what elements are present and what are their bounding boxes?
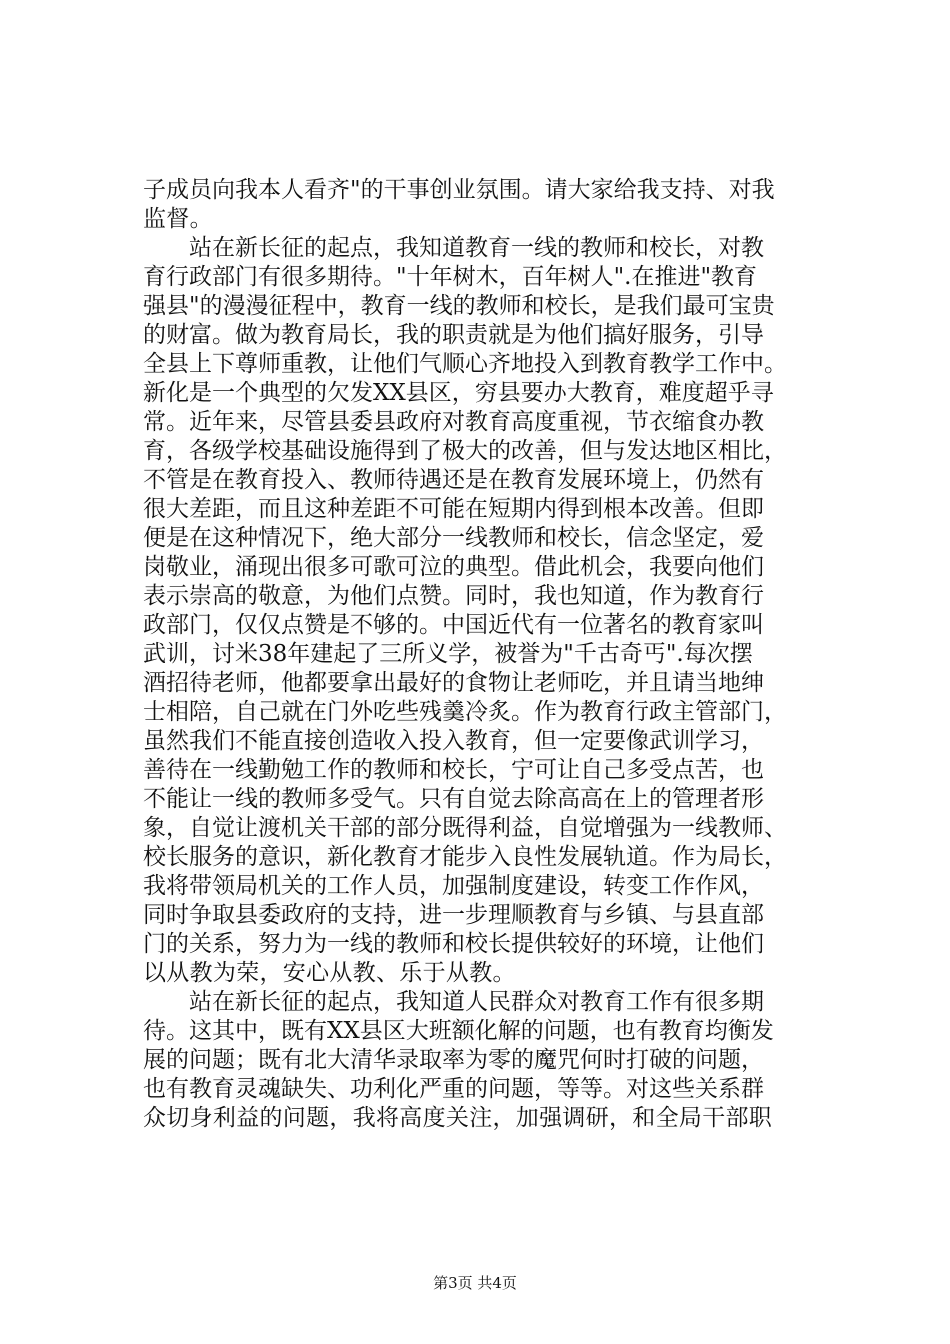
- text-line: 常。近年来，尽管县委县政府对教育高度重视，节衣缩食办教: [143, 409, 764, 435]
- text-line: 的财富。做为教育局长，我的职责就是为他们搞好服务，引导: [143, 322, 764, 348]
- text-line: 站在新长征的起点，我知道人民群众对教育工作有很多期: [143, 989, 764, 1015]
- text-line: 展的问题；既有北大清华录取率为零的魔咒何时打破的问题，: [143, 1047, 764, 1073]
- text-line: 表示崇高的敬意，为他们点赞。同时，我也知道，作为教育行: [143, 583, 764, 609]
- text-line: 善待在一线勤勉工作的教师和校长，宁可让自己多受点苦，也: [143, 757, 764, 783]
- page-footer: 第3页 共4页: [433, 1274, 517, 1292]
- text-line: 育，各级学校基础设施得到了极大的改善，但与发达地区相比，: [143, 438, 787, 464]
- text-line: 众切身利益的问题，我将高度关注，加强调研，和全局干部职: [143, 1105, 773, 1131]
- text-line: 政部门，仅仅点赞是不够的。中国近代有一位著名的教育家叫: [143, 612, 764, 638]
- text-line: 象，自觉让渡机关干部的部分既得利益，自觉增强为一线教师、: [143, 815, 787, 841]
- text-line: 不能让一线的教师多受气。只有自觉去除高高在上的管理者形: [143, 786, 764, 812]
- text-line: 也有教育灵魂缺失、功利化严重的问题，等等。对这些关系群: [143, 1076, 764, 1102]
- text-line: 新化是一个典型的欠发XX县区，穷县要办大教育，难度超乎寻: [143, 380, 774, 406]
- text-line: 门的关系，努力为一线的教师和校长提供较好的环境，让他们: [143, 931, 764, 957]
- text-line: 便是在这种情况下，绝大部分一线教师和校长，信念坚定，爱: [143, 525, 764, 551]
- document-body: [143, 176, 853, 1133]
- text-line: 待。这其中，既有XX县区大班额化解的问题，也有教育均衡发: [143, 1018, 774, 1044]
- text-line: 以从教为荣，安心从教、乐于从教。: [143, 960, 516, 986]
- text-line: 校长服务的意识，新化教育才能步入良性发展轨道。作为局长，: [143, 844, 787, 870]
- paragraph: [143, 988, 853, 1133]
- text-line: 站在新长征的起点，我知道教育一线的教师和校长，对教: [143, 235, 764, 261]
- text-line: 我将带领局机关的工作人员，加强制度建设，转变工作作风，: [143, 873, 764, 899]
- paragraph: [143, 234, 853, 988]
- text-line: 虽然我们不能直接创造收入投入教育，但一定要像武训学习，: [143, 728, 764, 754]
- text-line: 很大差距，而且这种差距不可能在短期内得到根本改善。但即: [143, 496, 764, 522]
- text-line: 监督。: [143, 206, 213, 232]
- text-line: 岗敬业，涌现出很多可歌可泣的典型。借此机会，我要向他们: [143, 554, 764, 580]
- text-line: 全县上下尊师重教，让他们气顺心齐地投入到教育教学工作中。: [143, 351, 787, 377]
- text-line: 不管是在教育投入、教师待遇还是在教育发展环境上，仍然有: [143, 467, 764, 493]
- text-line: 强县"的漫漫征程中，教育一线的教师和校长，是我们最可宝贵: [143, 293, 775, 319]
- text-line: 子成员向我本人看齐"的干事创业氛围。请大家给我支持、对我: [143, 177, 775, 203]
- text-line: 士相陪，自己就在门外吃些残羹冷炙。作为教育行政主管部门，: [143, 699, 787, 725]
- paragraph: [143, 176, 853, 234]
- text-line: 酒招待老师，他都要拿出最好的食物让老师吃，并且请当地绅: [143, 670, 764, 696]
- text-line: 武训，讨米38年建起了三所义学，被誉为"千古奇丐".每次摆: [143, 641, 753, 667]
- text-line: 育行政部门有很多期待。"十年树木，百年树人".在推进"教育: [143, 264, 758, 290]
- text-line: 同时争取县委政府的支持，进一步理顺教育与乡镇、与县直部: [143, 902, 764, 928]
